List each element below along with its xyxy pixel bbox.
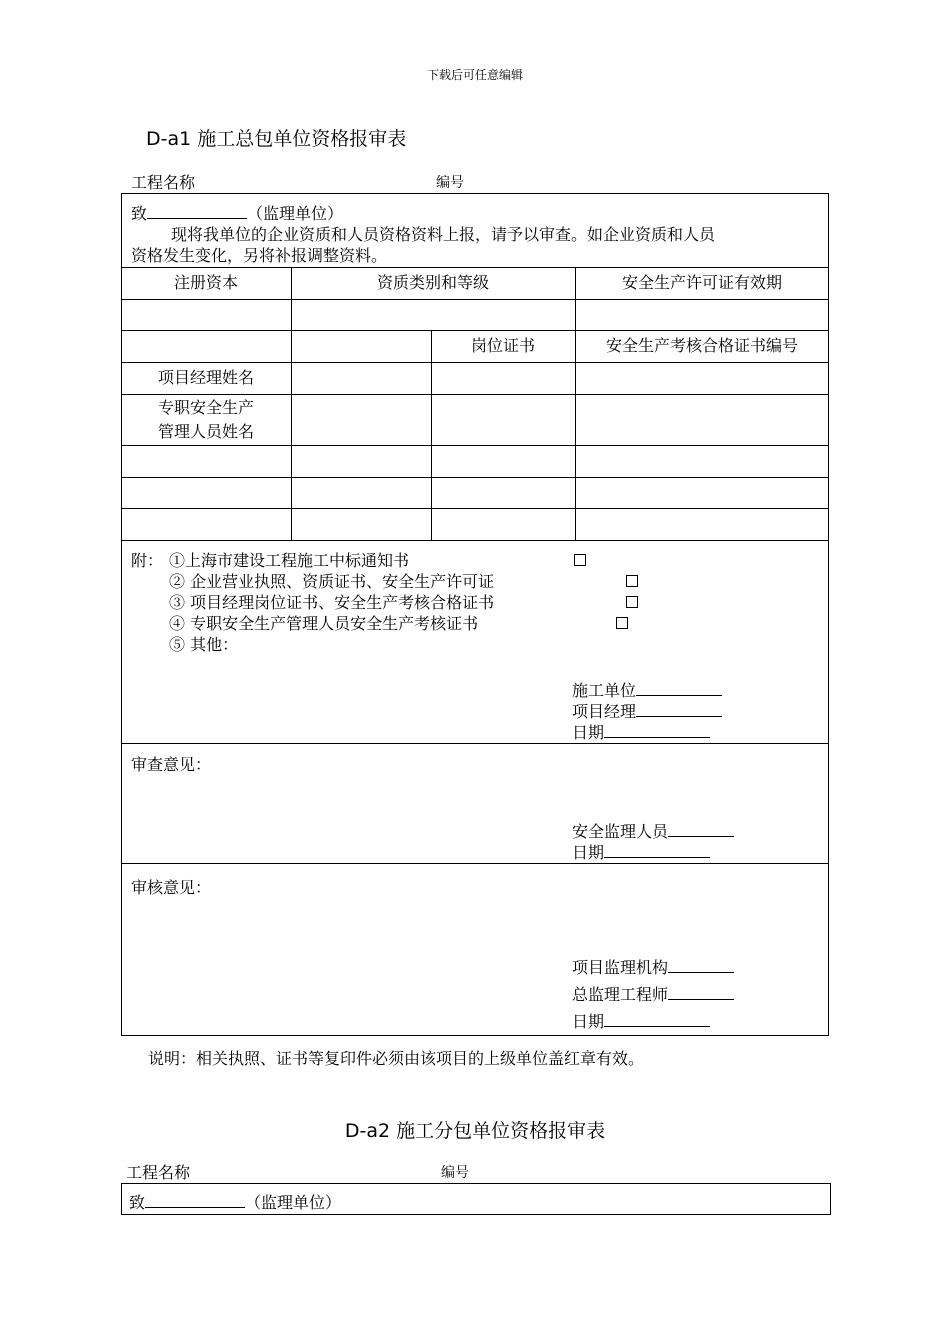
attachment-1-checkbox[interactable] xyxy=(574,554,586,566)
sign-safety-supervisor: 安全监理人员 xyxy=(572,821,734,842)
form2-addressee-line: 致 （监理单位） xyxy=(129,1193,342,1212)
sign-date-3-blank[interactable] xyxy=(604,1011,710,1027)
col-registered-capital: 注册资本 xyxy=(173,273,238,292)
audit-label: 审核意见： xyxy=(131,878,212,897)
attach-label: 附： xyxy=(131,551,164,570)
form2-project-name-label: 工程名称 xyxy=(126,1163,191,1182)
form1-intro-line1: 现将我单位的企业资质和人员资格资料上报，请予以审查。如企业资质和人员 xyxy=(171,225,716,244)
attachment-1: ①上海市建设工程施工中标通知书 xyxy=(169,551,410,570)
sign-date-2: 日期 xyxy=(572,842,710,863)
sign-project-supervision: 项目监理机构 xyxy=(572,957,734,978)
row-pm-name: 项目经理姓名 xyxy=(157,368,254,387)
attachment-4-checkbox[interactable] xyxy=(616,617,628,629)
form2-title: D-a2 施工分包单位资格报审表 xyxy=(344,1120,606,1142)
form1-intro-line2: 资格发生变化，另将补报调整资料。 xyxy=(131,246,388,265)
col-post-cert: 岗位证书 xyxy=(470,336,535,355)
attachment-4: ④ 专职安全生产管理人员安全生产考核证书 xyxy=(169,614,479,633)
sign-date-1-blank[interactable] xyxy=(604,722,710,738)
attachment-3: ③ 项目经理岗位证书、安全生产考核合格证书 xyxy=(169,593,495,612)
col-qualification: 资质类别和等级 xyxy=(376,273,489,292)
row-safety-staff-1: 专职安全生产 xyxy=(157,398,254,417)
sign-project-supervision-blank[interactable] xyxy=(668,957,734,973)
sign-pm: 项目经理 xyxy=(572,701,722,722)
form1-project-name-label: 工程名称 xyxy=(131,173,196,192)
attachment-3-checkbox[interactable] xyxy=(626,596,638,608)
review-label: 审查意见： xyxy=(131,755,212,774)
form1-note: 说明：相关执照、证书等复印件必须由该项目的上级单位盖红章有效。 xyxy=(148,1049,645,1068)
form1-title: D-a1 施工总包单位资格报审表 xyxy=(146,128,407,150)
sign-chief-engineer-blank[interactable] xyxy=(668,984,734,1000)
attachment-2-checkbox[interactable] xyxy=(626,575,638,587)
sign-date-1: 日期 xyxy=(572,722,710,743)
sign-date-2-blank[interactable] xyxy=(604,842,710,858)
col-safety-assess: 安全生产考核合格证书编号 xyxy=(605,336,798,355)
sign-contractor-blank[interactable] xyxy=(636,680,722,696)
attachment-5: ⑤ 其他： xyxy=(169,635,239,654)
sign-date-3: 日期 xyxy=(572,1011,710,1032)
form1-number-label: 编号 xyxy=(436,175,464,191)
header-note: 下载后可任意编辑 xyxy=(426,68,523,82)
supervisor-name-blank[interactable] xyxy=(147,203,247,219)
sign-pm-blank[interactable] xyxy=(636,701,722,717)
form1-addressee-line: 致 （监理单位） xyxy=(131,204,344,223)
form2-number-label: 编号 xyxy=(441,1165,469,1181)
sign-safety-supervisor-blank[interactable] xyxy=(668,821,734,837)
sign-chief-engineer: 总监理工程师 xyxy=(572,984,734,1005)
form2-supervisor-name-blank[interactable] xyxy=(145,1192,245,1208)
row-safety-staff-2: 管理人员姓名 xyxy=(157,422,254,441)
sign-contractor: 施工单位 xyxy=(572,680,722,701)
col-safety-license: 安全生产许可证有效期 xyxy=(621,273,782,292)
attachment-2: ② 企业营业执照、资质证书、安全生产许可证 xyxy=(169,572,495,591)
